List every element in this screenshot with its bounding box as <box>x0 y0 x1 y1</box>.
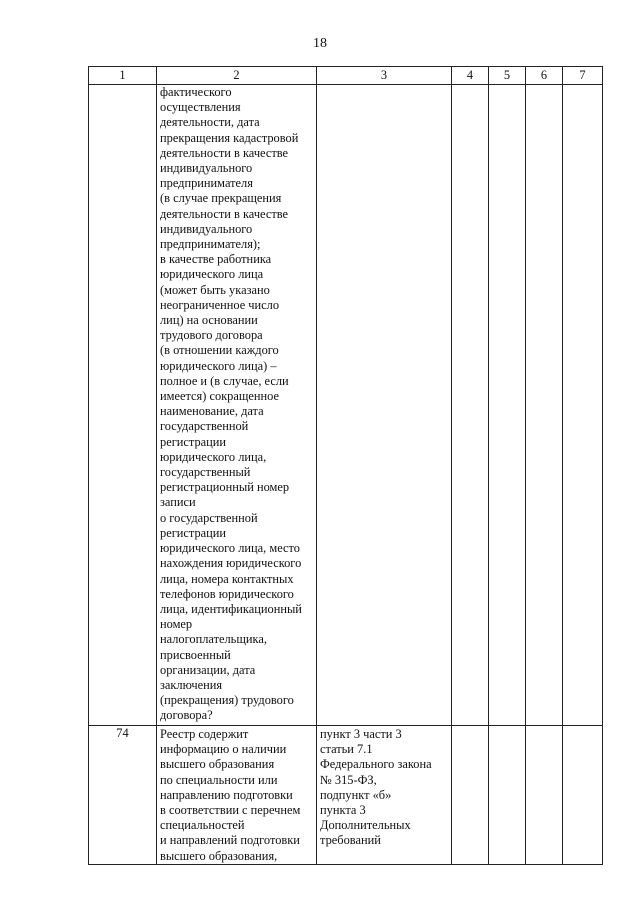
legal-reference-cell <box>317 85 452 726</box>
column-header-6: 6 <box>526 67 563 85</box>
row-number-cell <box>89 726 157 865</box>
header-row <box>89 67 603 85</box>
empty-cell-col5 <box>489 726 526 865</box>
empty-cell-col7 <box>563 85 603 726</box>
column-header-1: 1 <box>89 67 157 85</box>
table-row-74 <box>89 726 603 865</box>
column-header-7: 7 <box>563 67 603 85</box>
empty-cell-col4 <box>452 726 489 865</box>
empty-cell-col5 <box>489 85 526 726</box>
empty-cell-col6 <box>526 85 563 726</box>
legal-reference-text: пункт 3 части 3 статьи 7.1 Федерального закона № 315-ФЗ, подпункт «б» пункта 3 Дополнительных требований <box>320 727 432 848</box>
legal-reference-cell <box>317 726 452 865</box>
empty-cell-col4 <box>452 85 489 726</box>
empty-cell-col6 <box>526 726 563 865</box>
table-row-continuation <box>89 85 603 726</box>
requirements-table <box>88 66 603 865</box>
column-header-4: 4 <box>452 67 489 85</box>
question-cell <box>157 85 317 726</box>
column-header-3: 3 <box>317 67 452 85</box>
question-cell <box>157 726 317 865</box>
row-number: 74 <box>116 726 129 740</box>
question-text: фактического осуществления деятельности, дата прекращения кадастровой деятельности в качестве индивидуального предпринимателя (в случае прекращения деятельности в качестве индивидуального предпринимателя); в качестве работника юридического лица (может быть указано неограниченное число лиц) на основании трудового договора (в отношении каждого юридического лица) – полное и (в случае, если имеется) сокращенное наименование, дата государственной регистрации юридического лица, государственный регистрационный номер записи о государственной регистрации юридического лица, место нахождения юридического лица, номера контактных телефонов юридического лица, идентификационный номер налогоплательщика, присвоенный организации, дата заключения (прекращения) трудового договора? <box>160 85 302 723</box>
column-header-5: 5 <box>489 67 526 85</box>
empty-cell-col7 <box>563 726 603 865</box>
column-header-2: 2 <box>157 67 317 85</box>
row-number-cell <box>89 85 157 726</box>
page-number: 18 <box>313 36 327 51</box>
question-text: Реестр содержит информацию о наличии высшего образования по специальности или направлению подготовки в соответствии с перечнем специальностей и направлений подготовки высшего образования, <box>160 727 301 863</box>
